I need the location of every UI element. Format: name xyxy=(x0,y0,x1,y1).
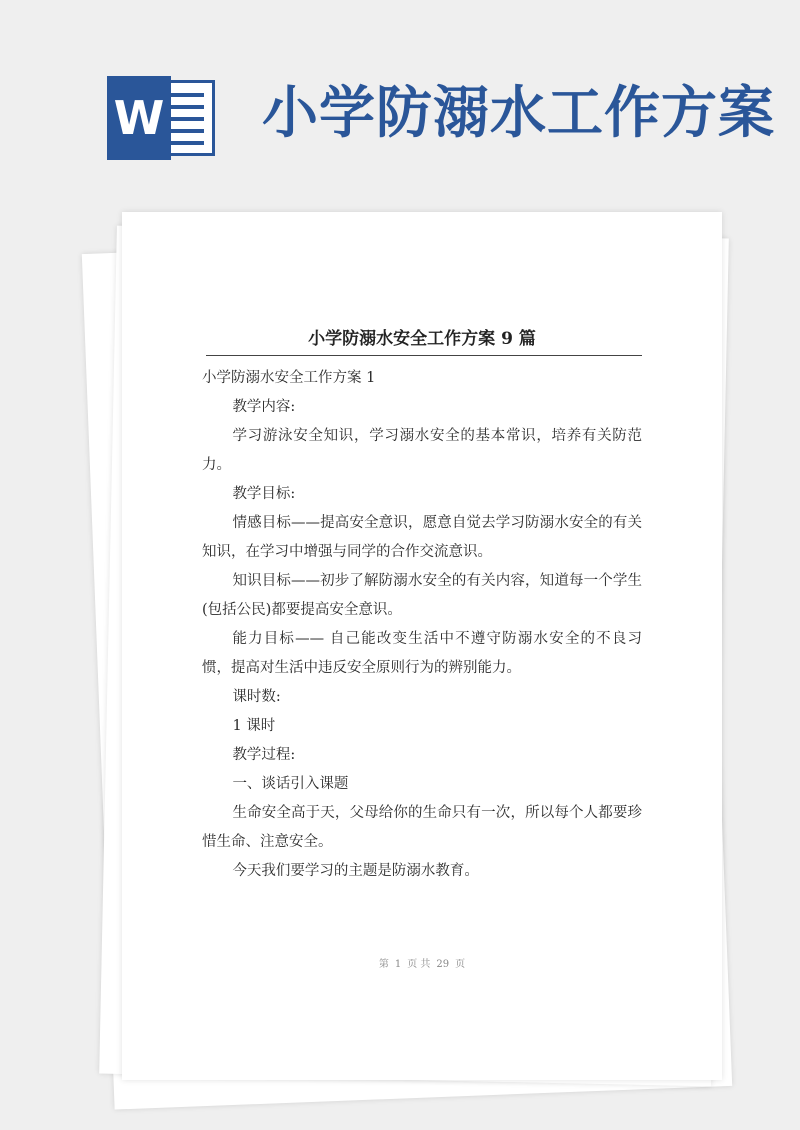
document-paragraph: 能力目标—— 自己能改变生活中不遵守防溺水安全的不良习惯，提高对生活中违反安全原则行为的辨别能力。 xyxy=(202,631,642,676)
word-document-icon xyxy=(107,76,217,160)
document-paragraph: 教学内容: xyxy=(232,399,296,415)
document-paragraph: 生命安全高于天，父母给你的生命只有一次，所以每个人都要珍惜生命、注意安全。 xyxy=(202,805,642,850)
title-divider xyxy=(206,355,642,356)
footer-middle: 页 共 xyxy=(407,959,431,970)
document-title: 小学防溺水安全工作方案 9 篇 xyxy=(308,329,536,349)
word-logo-letter: W xyxy=(107,76,171,160)
document-paragraph: 学习游泳安全知识，学习溺水安全的基本常识，培养有关防范力。 xyxy=(202,428,642,473)
document-paragraph: 今天我们要学习的主题是防溺水教育。 xyxy=(232,863,479,879)
document-paragraph: 教学目标: xyxy=(232,486,296,502)
document-body xyxy=(202,364,642,886)
page-footer xyxy=(122,955,722,970)
document-paragraph: 情感目标——提高安全意识，愿意自觉去学习防溺水安全的有关知识，在学习中增强与同学的合作交流意识。 xyxy=(202,515,642,560)
banner xyxy=(0,0,800,200)
document-paragraph: 知识目标——初步了解防溺水安全的有关内容，知道每一个学生(包括公民)都要提高安全意识。 xyxy=(202,573,642,618)
footer-suffix: 页 xyxy=(455,959,466,970)
document-paragraph: 小学防溺水安全工作方案 1 xyxy=(202,370,376,386)
footer-page-number: 1 xyxy=(394,959,402,970)
document-paragraph: 教学过程: xyxy=(232,747,296,763)
footer-total-pages: 29 xyxy=(436,959,450,970)
document-paragraph: 1 课时 xyxy=(232,718,276,734)
document-paragraph: 一、谈话引入课题 xyxy=(232,776,349,792)
footer-prefix: 第 xyxy=(378,959,389,970)
document-page xyxy=(122,212,722,1080)
banner-title: 小学防溺水工作方案 xyxy=(262,81,775,146)
document-paragraph: 课时数: xyxy=(232,689,281,705)
